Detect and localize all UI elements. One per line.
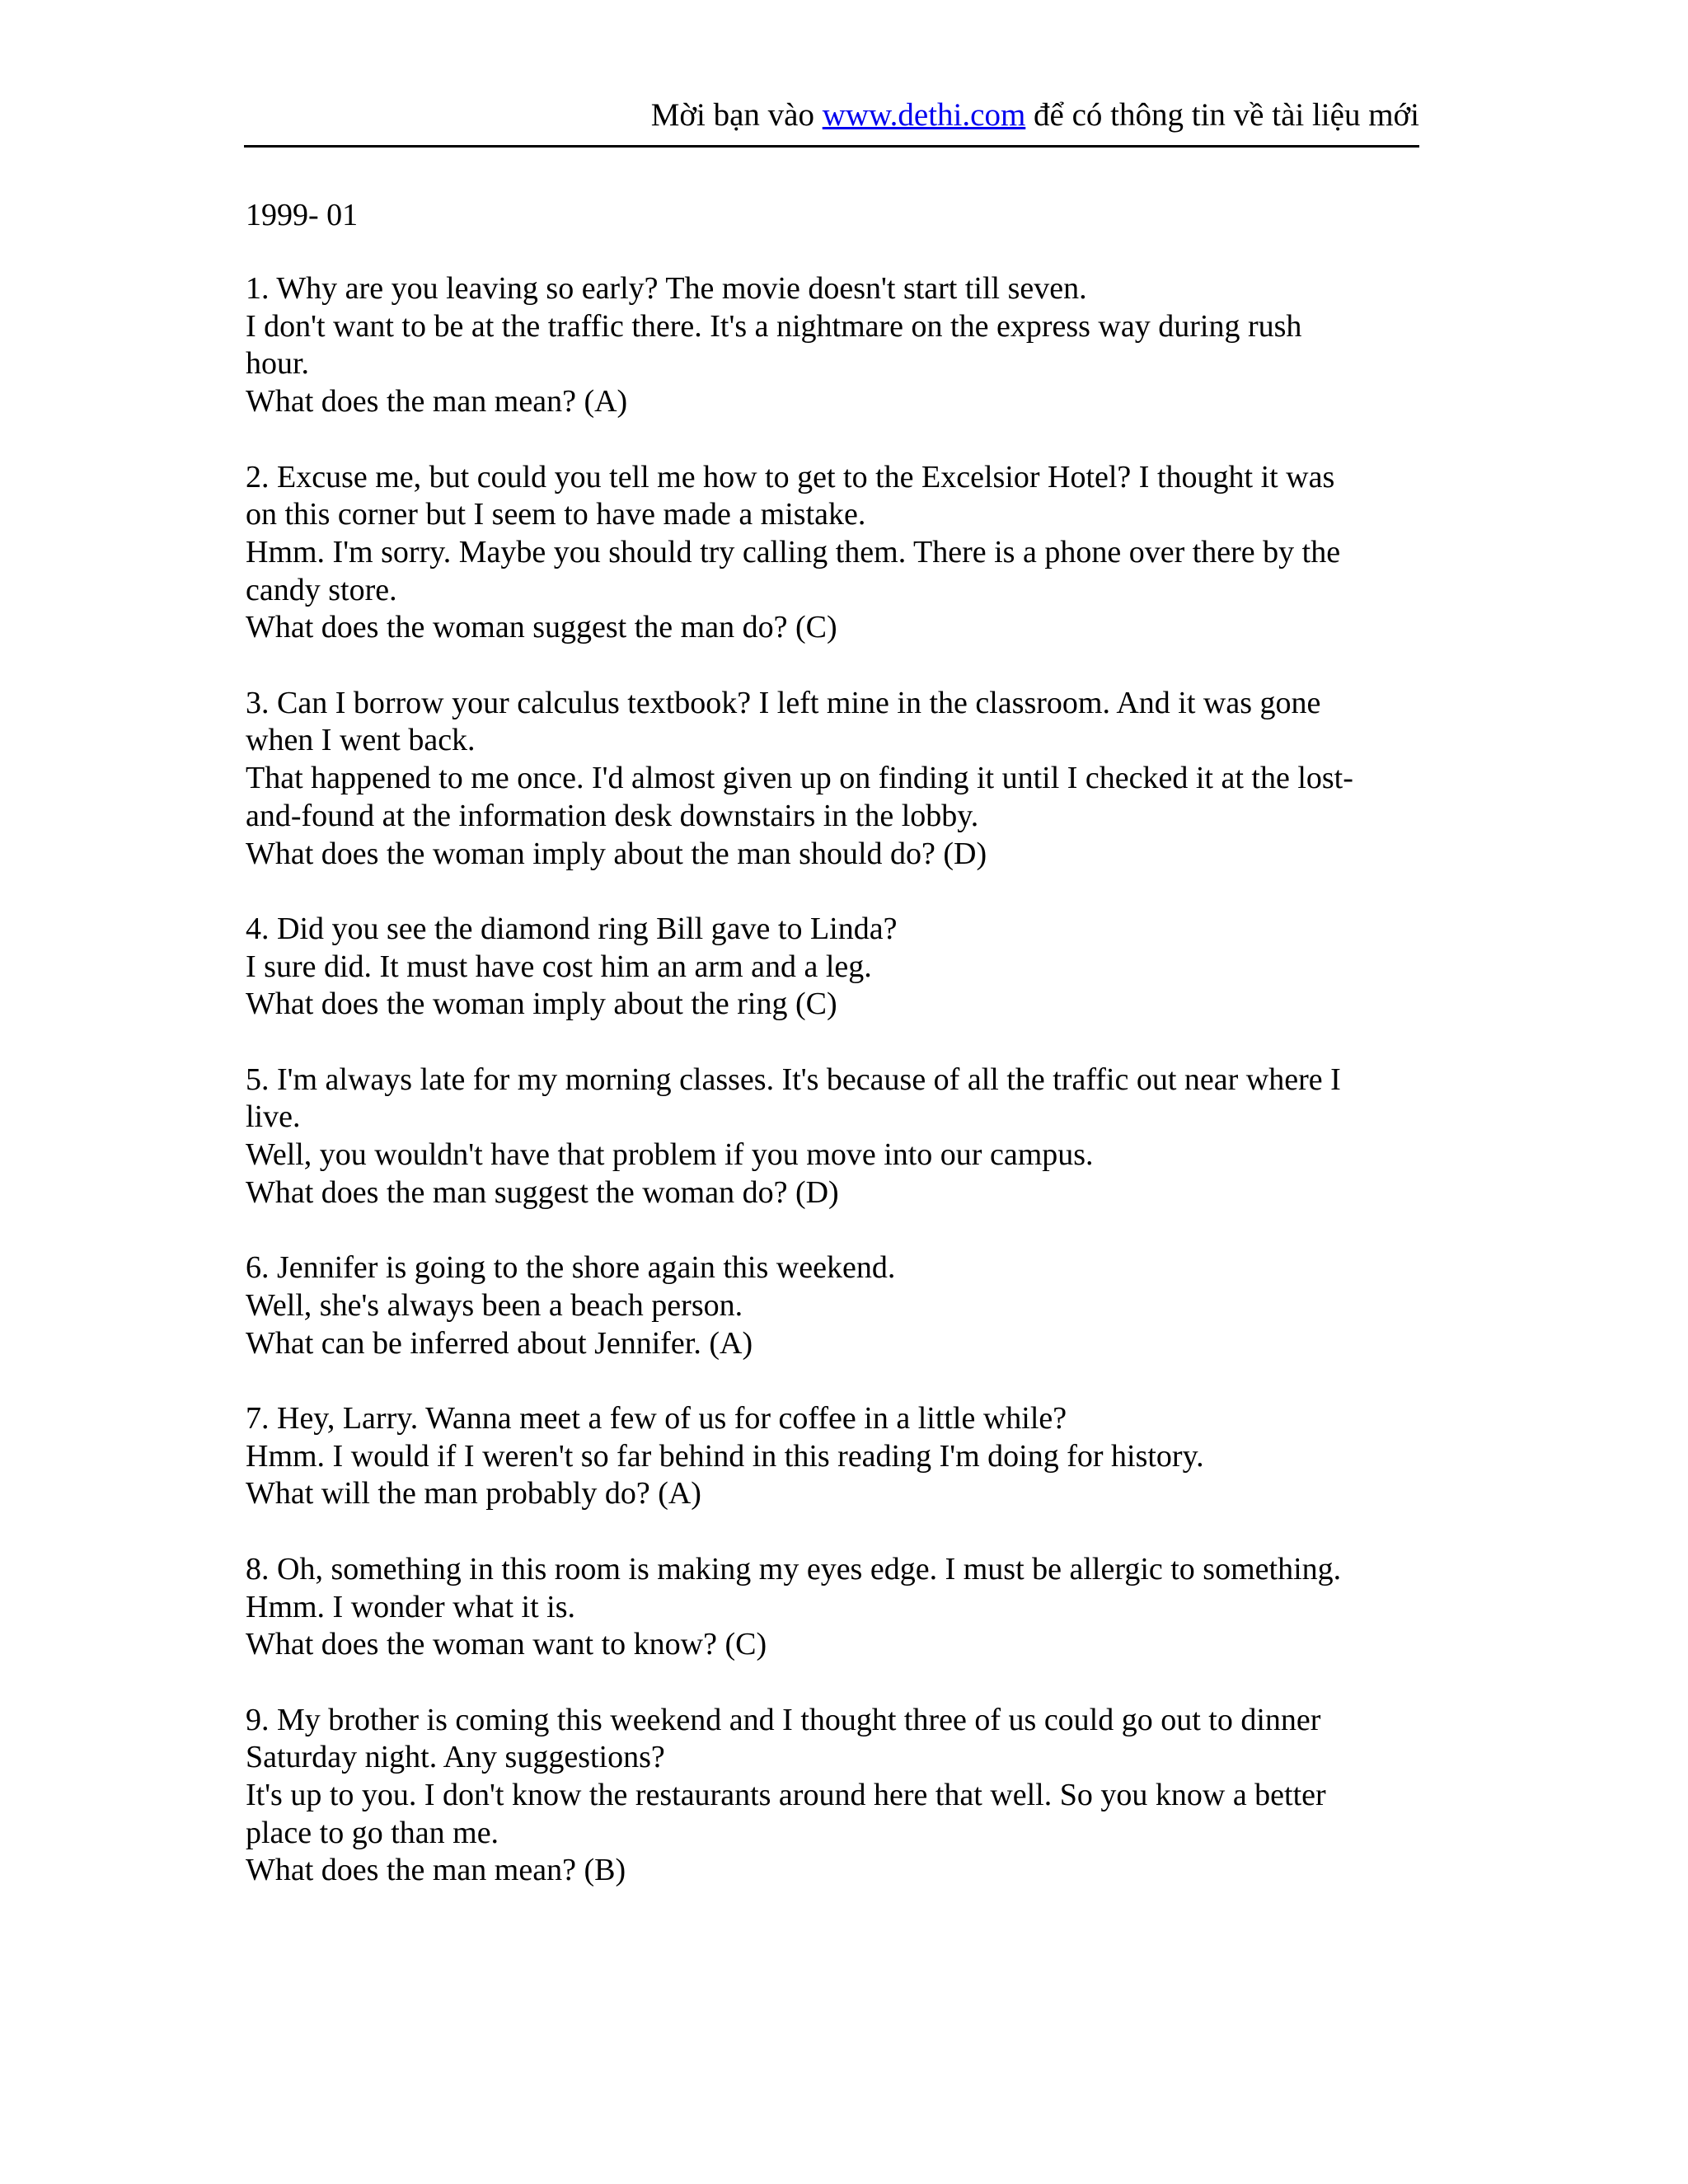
website-link[interactable]: www.dethi.com bbox=[822, 97, 1026, 133]
question-line: That happened to me once. I'd almost given up on finding it until I checked it at the lost- bbox=[246, 761, 1353, 796]
question-line: What does the man mean? (A) bbox=[246, 384, 628, 419]
header-rule bbox=[244, 145, 1419, 148]
question-line: Hmm. I would if I weren't so far behind in this reading I'm doing for history. bbox=[246, 1438, 1204, 1474]
question-line: What does the woman suggest the man do? (C) bbox=[246, 610, 837, 645]
question-line: What does the man mean? (B) bbox=[246, 1853, 626, 1888]
question-item bbox=[246, 1249, 1416, 1362]
question-line: 1. Why are you leaving so early? The movie doesn't start till seven. bbox=[246, 271, 1087, 306]
header-suffix: để có thông tin về tài liệu mới bbox=[1025, 97, 1419, 133]
question-line: What can be inferred about Jennifer. (A) bbox=[246, 1325, 753, 1361]
question-line: 2. Excuse me, but could you tell me how to get to the Excelsior Hotel? I thought it was bbox=[246, 459, 1335, 494]
question-line: Hmm. I wonder what it is. bbox=[246, 1589, 576, 1624]
question-line: Well, she's always been a beach person. bbox=[246, 1287, 743, 1323]
question-line: Saturday night. Any suggestions? bbox=[246, 1740, 665, 1775]
question-line: and-found at the information desk downstairs in the lobby. bbox=[246, 798, 979, 833]
question-item bbox=[246, 685, 1416, 874]
question-line: 9. My brother is coming this weekend and I thought three of us could go out to dinner bbox=[246, 1702, 1321, 1737]
question-item bbox=[246, 1062, 1416, 1212]
question-line: 4. Did you see the diamond ring Bill gave to Linda? bbox=[246, 911, 898, 946]
question-line: 7. Hey, Larry. Wanna meet a few of us for coffee in a little while? bbox=[246, 1401, 1067, 1436]
test-code: 1999- 01 bbox=[246, 198, 359, 232]
question-item bbox=[246, 1702, 1416, 1891]
question-line: Hmm. I'm sorry. Maybe you should try calling them. There is a phone over there by the bbox=[246, 534, 1341, 569]
page-header bbox=[244, 92, 1419, 138]
question-line: I don't want to be at the traffic there. It's a nightmare on the express way during rush bbox=[246, 308, 1302, 344]
question-line: hour. bbox=[246, 346, 310, 382]
question-line: 8. Oh, something in this room is making my eyes edge. I must be allergic to something. bbox=[246, 1551, 1342, 1586]
question-line: Well, you wouldn't have that problem if you move into our campus. bbox=[246, 1137, 1094, 1173]
question-line: 5. I'm always late for my morning classes. It's because of all the traffic out near where I bbox=[246, 1062, 1341, 1097]
question-line: What will the man probably do? (A) bbox=[246, 1476, 701, 1511]
question-list bbox=[246, 270, 1416, 1928]
question-line: It's up to you. I don't know the restaurants around here that well. So you know a better bbox=[246, 1778, 1326, 1812]
question-line: What does the woman want to know? (C) bbox=[246, 1627, 767, 1662]
question-line: What does the woman imply about the ring (C) bbox=[246, 987, 837, 1022]
header-prefix: Mời bạn vào bbox=[650, 97, 823, 133]
question-line: What does the woman imply about the man should do? (D) bbox=[246, 836, 987, 871]
question-item bbox=[246, 911, 1416, 1024]
question-line: 3. Can I borrow your calculus textbook? I left mine in the classroom. And it was gone bbox=[246, 685, 1321, 720]
question-item bbox=[246, 1400, 1416, 1513]
question-line: when I went back. bbox=[246, 723, 476, 758]
question-item bbox=[246, 1551, 1416, 1664]
question-line: place to go than me. bbox=[246, 1815, 499, 1850]
question-item bbox=[246, 459, 1416, 648]
question-line: I sure did. It must have cost him an arm and a leg. bbox=[246, 949, 872, 984]
question-line: 6. Jennifer is going to the shore again this weekend. bbox=[246, 1250, 896, 1286]
question-line: live. bbox=[246, 1099, 301, 1135]
question-item bbox=[246, 270, 1416, 421]
question-line: on this corner but I seem to have made a mistake. bbox=[246, 497, 866, 532]
question-line: candy store. bbox=[246, 572, 397, 607]
question-line: What does the man suggest the woman do? (D) bbox=[246, 1174, 839, 1210]
